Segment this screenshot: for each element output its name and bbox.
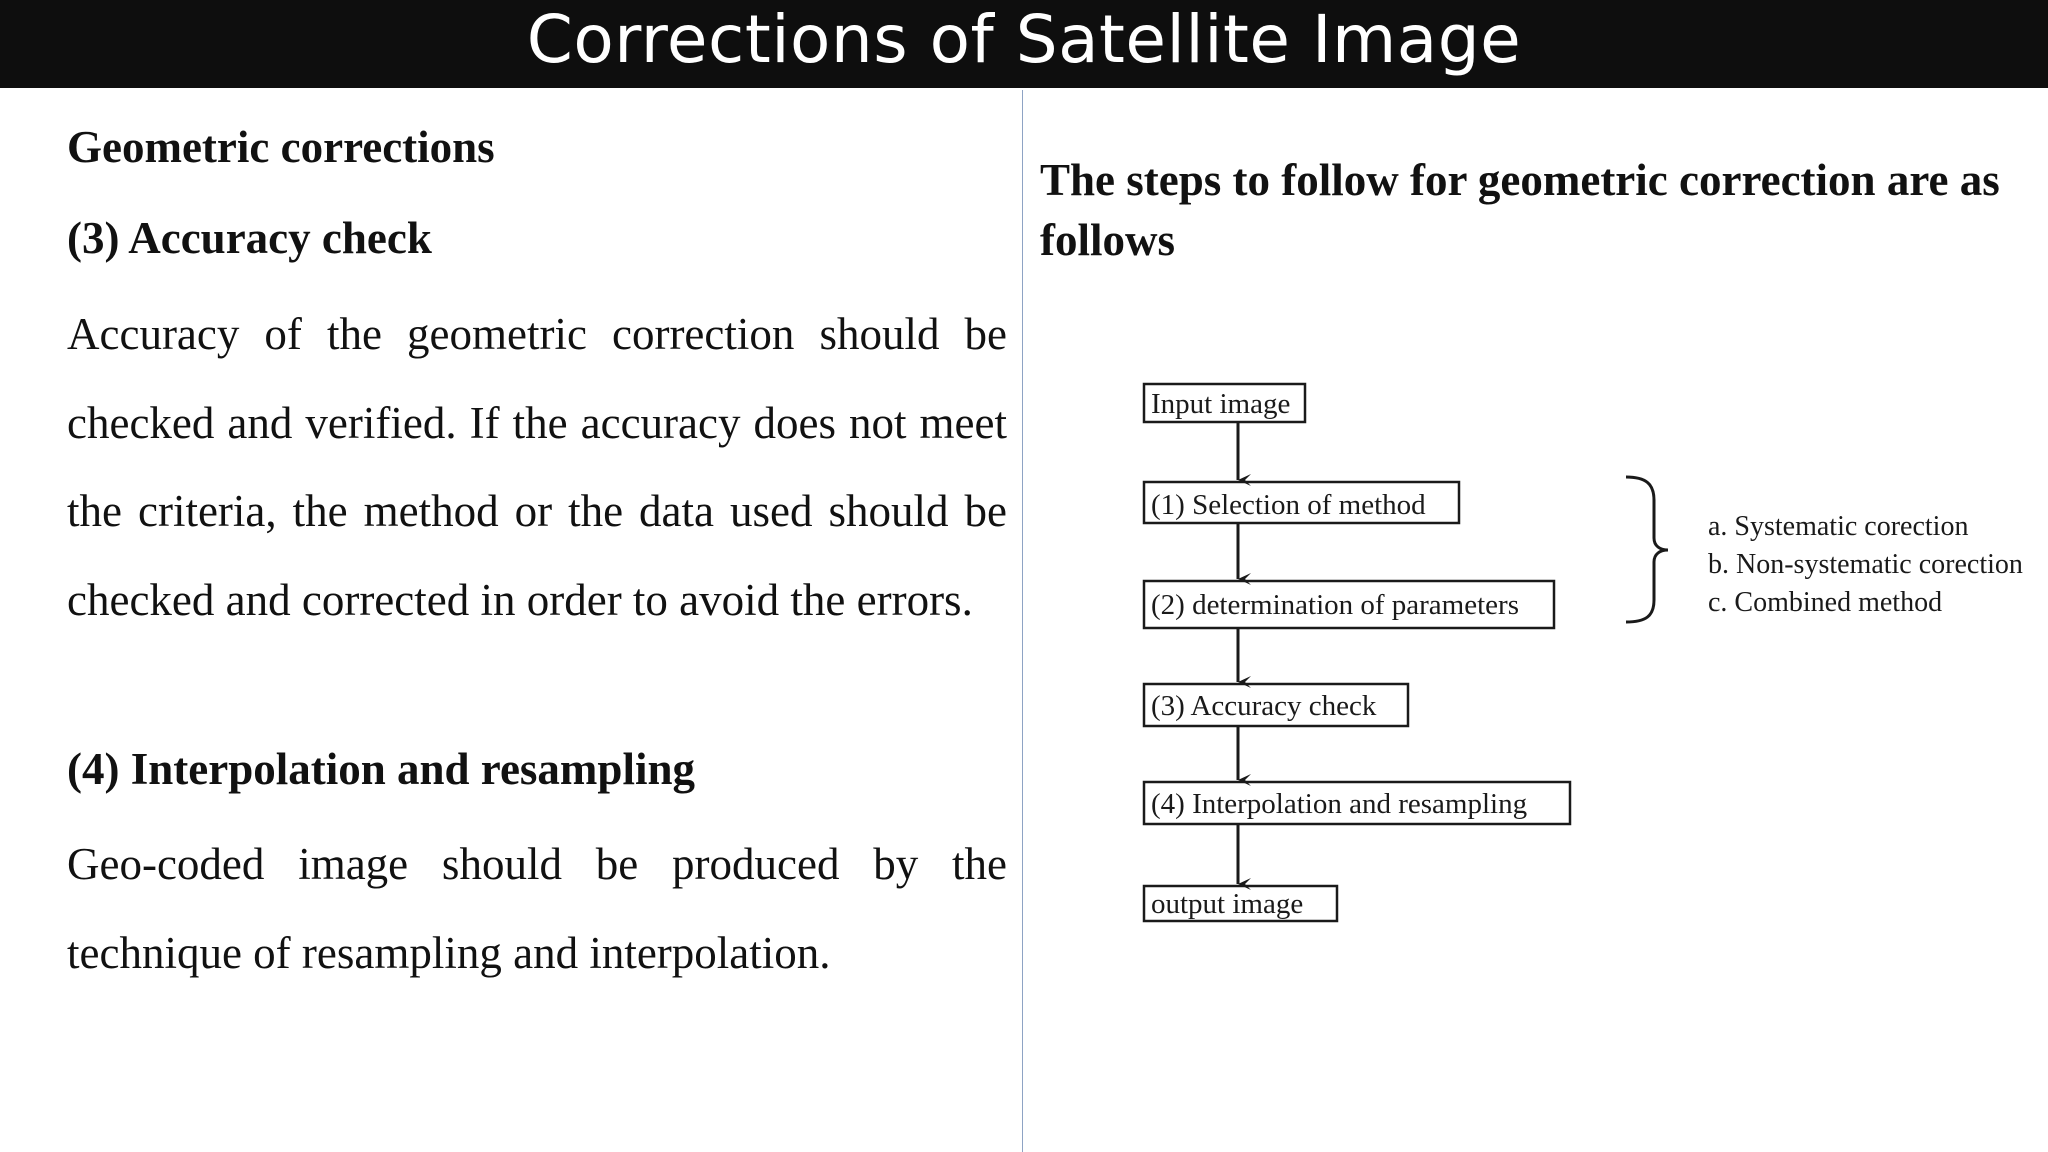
section-heading: Geometric corrections — [67, 122, 495, 172]
interpolation-text: Geo-coded image should be produced by the technique of resampling and interpolation. — [67, 839, 1007, 978]
slide-title: Corrections of Satellite Image — [526, 1, 1522, 78]
step-label-interpolation: (4) Interpolation and resampling — [1151, 788, 1528, 820]
step-label-determination: (2) determination of parameters — [1151, 589, 1519, 621]
step-label-selection: (1) Selection of method — [1151, 489, 1426, 521]
step-label-accuracy: (3) Accuracy check — [1151, 690, 1377, 722]
step-label-output: output image — [1151, 888, 1304, 920]
steps-heading: The steps to follow for geometric correction are as follows — [1040, 155, 2000, 265]
step-label-input: Input image — [1151, 388, 1291, 420]
accuracy-check-text: Accuracy of the geometric correction should be checked and verified. If the accuracy does not meet the criteria, the method or the data used should be checked and corrected in order to avoid the errors. — [67, 309, 1007, 625]
interpolation-heading: (4) Interpolation and resampling — [67, 744, 695, 794]
method-option-c: c. Combined method — [1708, 587, 1943, 618]
method-option-b: b. Non-systematic corection — [1708, 549, 2023, 580]
accuracy-check-heading: (3) Accuracy check — [67, 213, 432, 263]
method-option-a: a. Systematic corection — [1708, 511, 1969, 542]
right-brace-icon — [1626, 477, 1668, 622]
